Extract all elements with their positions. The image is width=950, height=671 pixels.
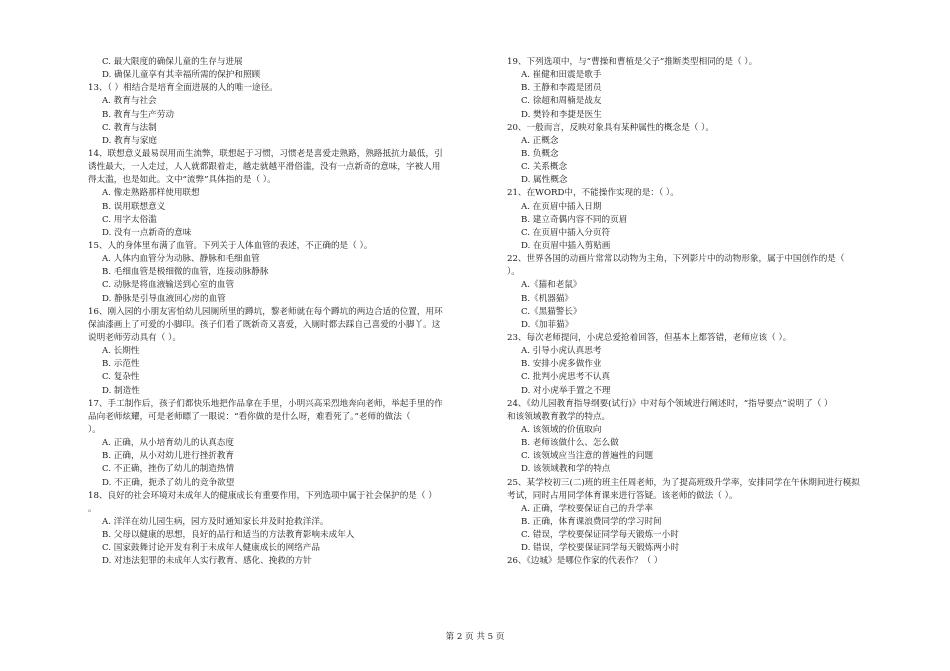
answer-option: C. 国家鼓舞讨论开发有利于未成年人健康成长的网络产品 xyxy=(102,543,320,554)
answer-option: C. 关系概念 xyxy=(521,162,568,173)
question-text: 22、世界各国的动画片常常以动物为主角，下列影片中的动物形象，属于中国创作的是（ xyxy=(507,254,845,265)
question-text: 25、某学校初三(二)班的班主任周老师，为了提高班级升学率，安排同学在午休期间进行模拟 xyxy=(507,477,860,488)
answer-option: B. 老师该做什么、怎么做 xyxy=(521,438,619,449)
right-column xyxy=(507,56,907,568)
answer-option: B. 王静和李霞是团员 xyxy=(521,83,602,94)
answer-option: B. 负概念 xyxy=(521,148,559,159)
answer-option: C. 批判小虎思考不认真 xyxy=(521,372,611,383)
question-text: 考试，同时占用同学体育课来进行答疑。该老师的做法（ ）。 xyxy=(507,490,738,501)
question-text: 和该领域教育教学的特点。 xyxy=(507,411,611,422)
answer-option: B. 正确，从小对幼儿进行挫折教育 xyxy=(102,451,235,462)
answer-option: D. 静脉是引导血液回心房的血管 xyxy=(102,293,226,304)
question-text: 14、联想意义最易误用而生流弊，联想起于习惯，习惯老是喜爱走熟路，熟路抵抗力最低，引 xyxy=(88,148,443,159)
answer-option: D. 对违法犯罪的未成年人实行教育、感化、挽救的方针 xyxy=(102,556,312,567)
answer-option: A. 教育与社会 xyxy=(102,96,157,107)
answer-option: D. 不正确，扼杀了幼儿的竞争欲望 xyxy=(102,477,235,488)
answer-option: C. 用字太俗滥 xyxy=(102,214,157,225)
answer-option: D. 错误，学校要保证同学每天锻炼两小时 xyxy=(521,543,680,554)
answer-option: D. 在页眉中插入剪贴画 xyxy=(521,240,611,251)
answer-option: A.《猫和老鼠》 xyxy=(521,280,582,291)
answer-option: B. 建立奇偶内容不同的页眉 xyxy=(521,214,628,225)
answer-option: D. 确保儿童享有其幸福所需的保护和照顾 xyxy=(102,70,261,81)
answer-option: C. 在页眉中插入分页符 xyxy=(521,227,611,238)
answer-option: B. 正确，体育课浪费同学的学习时间 xyxy=(521,516,662,527)
answer-option: A. 在页眉中插入日期 xyxy=(521,201,602,212)
question-text: 17、手工制作后，孩子们都快乐地把作品拿在手里，小明兴高采烈地奔向老师，举起手里的作 xyxy=(88,398,443,409)
answer-option: B. 父母以健康的思想，良好的品行和适当的方法教育影响未成年人 xyxy=(102,530,355,541)
question-text: 得太滥，也是如此。文中“流弊”具体指的是（ ）。 xyxy=(88,175,276,186)
question-text: 说明老师劳动具有（ ）。 xyxy=(88,332,181,343)
question-text: 20、一般而言，反映对象具有某种属性的概念是（ ）。 xyxy=(507,122,715,133)
answer-option: D.《加菲猫》 xyxy=(521,319,574,330)
answer-option: C. 不正确，挫伤了幼儿的制造热情 xyxy=(102,464,235,475)
page-footer: 第 2 页 共 5 页 xyxy=(445,632,505,642)
answer-option: B. 示范性 xyxy=(102,359,140,370)
question-text: 26、《边城》是哪位作家的代表作？（ ） xyxy=(507,556,663,567)
question-text: 13、（ ）相结合是培育全面进展的人的唯一途径。 xyxy=(88,83,278,94)
question-text: 保油漆画上了可爱的小脚印。孩子们看了既新奇又喜爱，入厕时都去踩自己喜爱的小脚丫。这 xyxy=(88,319,441,330)
answer-option: D. 教育与家庭 xyxy=(102,135,158,146)
answer-option: A. 正确，从小培育幼儿的认真态度 xyxy=(102,438,234,449)
answer-option: C. 最大限度的确保儿童的生存与进展 xyxy=(102,57,243,67)
answer-option: A. 该领域的价值取向 xyxy=(521,424,602,435)
answer-option: A. 像走熟路那样使用联想 xyxy=(102,188,200,199)
answer-option: C. 动脉是将血液输送到心室的血管 xyxy=(102,280,235,291)
answer-option: A. 洋洋在幼儿园生病，园方及时通知家长并及时抢救洋洋。 xyxy=(102,516,329,527)
question-text: 19、下列选项中，与“曹操和曹植是父子”推断类型相同的是（ ）。 xyxy=(507,57,758,67)
answer-option: B.《机器猫》 xyxy=(521,293,574,304)
answer-option: B. 教育与生产劳动 xyxy=(102,109,174,120)
answer-option: D. 属性概念 xyxy=(521,175,568,186)
answer-option: D. 对小虎举手置之不理 xyxy=(521,385,611,396)
answer-option: A. 人体内血管分为动脉、静脉和毛细血管 xyxy=(102,254,260,265)
answer-option: C. 该领域应当注意的普遍性的问题 xyxy=(521,451,654,462)
question-text: 品向老师炫耀，可是老师瞟了一眼说：“看你做的是什么呀，难看死了。”老师的做法（ xyxy=(88,411,411,422)
answer-option: C. 复杂性 xyxy=(102,372,140,383)
answer-option: B. 误用联想意义 xyxy=(102,201,166,212)
answer-option: A. 正概念 xyxy=(521,135,559,146)
question-text: 23、每次老师提问，小虎总爱抢着回答，但基本上都答错，老师应该（ ）。 xyxy=(507,332,792,343)
question-text: ）。 xyxy=(507,267,520,278)
question-text: 21、在WORD中，不能操作实现的是：（ ）。 xyxy=(507,188,679,199)
answer-option: A. 引导小虎认真思考 xyxy=(521,346,602,357)
answer-option: A. 正确，学校要保证自己的升学率 xyxy=(521,503,653,514)
answer-option: D. 没有一点新奇的意味 xyxy=(102,227,192,238)
answer-option: B. 安排小虎多做作业 xyxy=(521,359,602,370)
question-text: ）。 xyxy=(88,424,101,435)
answer-option: A. 长期性 xyxy=(102,346,140,357)
answer-option: C.《黑猫警长》 xyxy=(521,306,582,317)
answer-option: C. 教育与法制 xyxy=(102,122,157,133)
answer-option: B. 毛细血管是极细微的血管，连接动脉静脉 xyxy=(102,267,269,278)
answer-option: D. 樊铃和李捷是医生 xyxy=(521,109,602,120)
question-text: 24、《幼儿园教育指导纲要(试行)》中对每个领域进行阐述时，“指导要点”说明了（ ） xyxy=(507,398,833,409)
answer-option: A. 崔健和田震是歌手 xyxy=(521,70,602,81)
left-column xyxy=(88,56,491,568)
question-text: 16、刚入园的小朋友害怕幼儿园厕所里的蹲坑，黎老师就在每个蹲坑的两边合适的位置，用环 xyxy=(88,306,443,317)
answer-option: C. 徐超和周楠是战友 xyxy=(521,96,602,107)
question-text: 。 xyxy=(88,503,97,514)
answer-option: C. 错误，学校要保证同学每天锻炼一小时 xyxy=(521,530,679,541)
question-text: 15、人的身体里布满了血管。下列关于人体血管的表述，不正确的是（ ）。 xyxy=(88,240,373,251)
question-text: 诱性最大，一人走过，人人就都跟着走，越走就越平滑俗滥，没有一点新奇的意味，字被人用 xyxy=(88,162,441,173)
question-text: 18、良好的社会环境对未成年人的健康成长有重要作用，下列选项中属于社会保护的是（ ） xyxy=(88,490,437,501)
answer-option: D. 制造性 xyxy=(102,385,140,396)
answer-option: D. 该领域教和学的特点 xyxy=(521,464,611,475)
